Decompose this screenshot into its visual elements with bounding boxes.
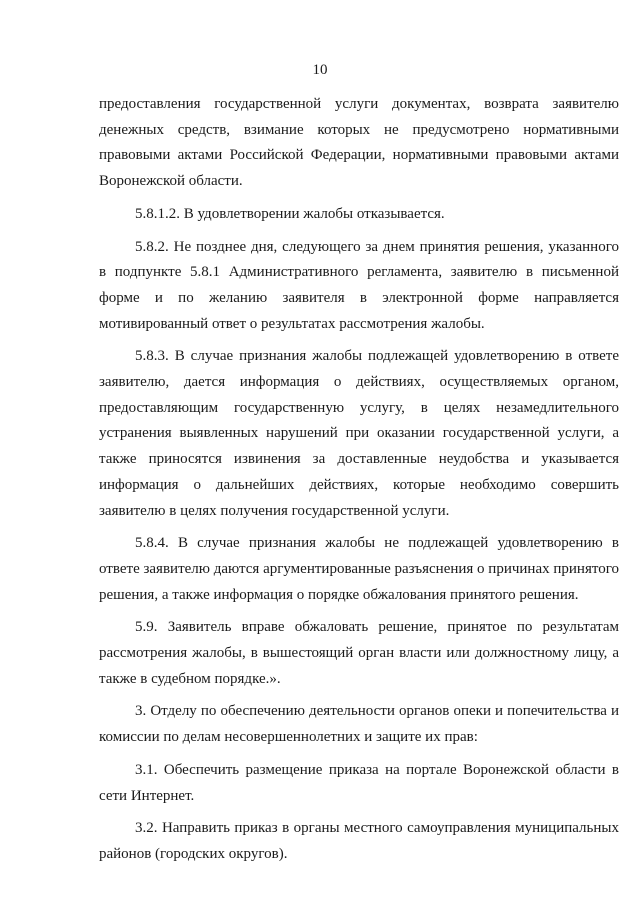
paragraph-3-1: 3.1. Обеспечить размещение приказа на портале Воронежской области в сети Интернет. xyxy=(99,761,619,804)
paragraph-5-8-3: 5.8.3. В случае признания жалобы подлежащей удовлетворению в ответе заявителю, дается информация о действиях, осуществляемых органом, предоставляющим государственную услугу, в целях незамедлительного устранения выявленных нарушений при оказании государственной услуги, а также приносятся извинения за доставленные неудобства и указывается информация о дальнейших действиях, которые необходимо совершить заявителю в целях получения государственной услуги. xyxy=(99,348,619,519)
paragraph-3-2: 3.2. Направить приказ в органы местного самоуправления муниципальных районов (городских округов). xyxy=(99,820,619,862)
paragraph-continuation: предоставления государственной услуги документах, возврата заявителю денежных средств, взимание которых не предусмотрено нормативными правовыми актами Российской Федерации, нормативными правовыми актами Воронежской области. xyxy=(99,96,619,190)
paragraph-5-8-4: 5.8.4. В случае признания жалобы не подлежащей удовлетворению в ответе заявителю даются аргументированные разъяснения о причинах принятого решения, а также информация о порядке обжалования принятого решения. xyxy=(99,535,619,603)
paragraph-5-8-2: 5.8.2. Не позднее дня, следующего за днем принятия решения, указанного в подпункте 5.8.1 Административного регламента, заявителю в письменной форме и по желанию заявителя в электронной форме направляется мотивированный ответ о результатах рассмотрения жалобы. xyxy=(99,238,619,332)
paragraph-5-9: 5.9. Заявитель вправе обжаловать решение, принятое по результатам рассмотрения жалобы, в вышестоящий орган власти или должностному лицу, а также в судебном порядке.». xyxy=(99,619,619,687)
paragraph-3: 3. Отделу по обеспечению деятельности органов опеки и попечительства и комиссии по делам несовершеннолетних и защите их прав: xyxy=(99,703,619,746)
page-number: 10 xyxy=(312,62,328,78)
document-body xyxy=(99,92,619,875)
paragraph-5-8-1-2: 5.8.1.2. В удовлетворении жалобы отказывается. xyxy=(135,205,445,222)
